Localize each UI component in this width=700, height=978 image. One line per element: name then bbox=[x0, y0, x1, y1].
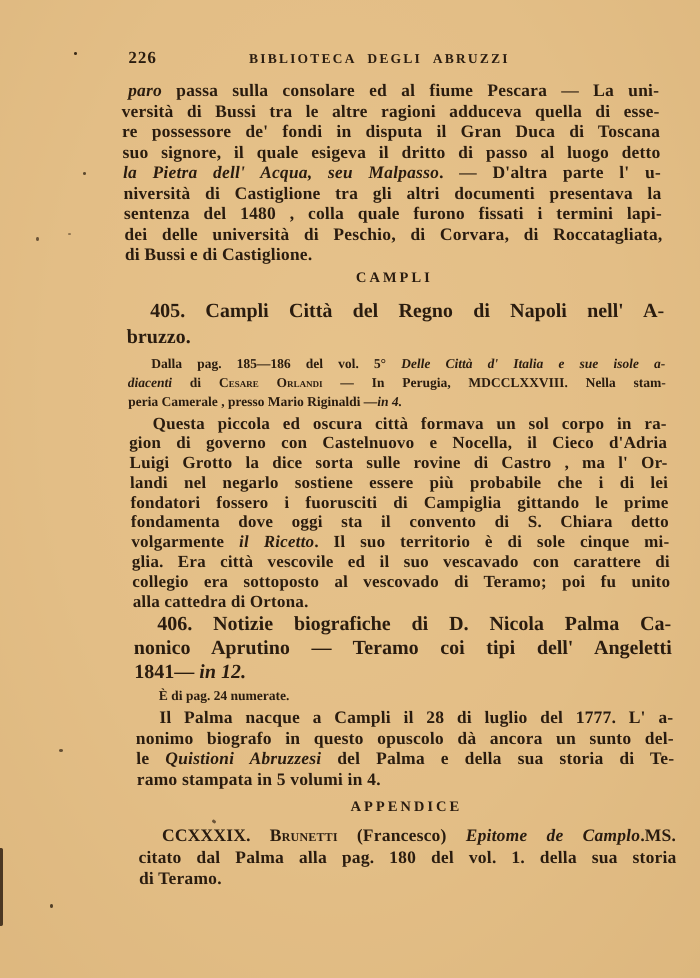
text-line: Luigi Grotto la dice sorta sulle rovine di Castro , ma l' Or- bbox=[129, 453, 668, 473]
text-line: 406. Notizie biografiche di D. Nicola Palma Ca- bbox=[156, 613, 672, 636]
text-line: fondatori fossero i fuorusciti di Campiglia gittando le prime bbox=[130, 492, 669, 512]
text-line: CCXXXIX. Brunetti (Francesco) Epitome de Camplo.MS. bbox=[161, 825, 677, 846]
text-line: 405. Campli Città del Regno di Napoli nell' A- bbox=[149, 299, 665, 322]
text-line: gion di governo con Castelnuovo e Nocella, il Cieco d'Adria bbox=[128, 433, 668, 453]
text-line: peria Camerale , presso Mario Riginaldi —in 4. bbox=[127, 393, 403, 409]
text-line: nonimo biografo in questo opuscolo dà ancora un sunto del- bbox=[135, 727, 675, 748]
page-header bbox=[120, 48, 658, 68]
text-line: niversità di Castiglione tra gli altri documenti presentava la bbox=[123, 182, 662, 203]
text-line: citato dal Palma alla pag. 180 del vol. 1. della sua storia bbox=[138, 846, 677, 867]
page-number: 226 bbox=[128, 48, 158, 67]
running-header: BIBLIOTECA DEGLI ABRUZZI bbox=[248, 51, 510, 66]
text-line: suo signore, il quale esigeva il dritto di passo al luogo detto bbox=[122, 141, 661, 162]
text-line: È di pag. 24 numerate. bbox=[158, 688, 290, 704]
text-line: fondamenta dove oggi sta il convento di S. Chiara detto bbox=[130, 512, 670, 532]
section-heading-campli: CAMPLI bbox=[355, 269, 433, 286]
text-line: le Quistioni Abruzzesi del Palma e della sua storia di Te- bbox=[136, 748, 675, 769]
scan-edge-shadow bbox=[0, 848, 3, 926]
entry-405-imprint bbox=[127, 354, 666, 411]
text-line: Questa piccola ed oscura città formava un sol corpo in ra- bbox=[152, 413, 667, 433]
entry-406-collation bbox=[135, 686, 673, 705]
text-line: glia. Era città vescovile ed il suo vescavado con carattere di bbox=[131, 552, 671, 572]
text-line: 1841— in 12. bbox=[134, 661, 247, 684]
paper-speck bbox=[59, 749, 63, 752]
text-line: di Teramo. bbox=[138, 868, 222, 889]
intro-paragraph bbox=[121, 80, 663, 265]
text-line: versità di Bussi tra le altre ragioni adduceva quella di esse- bbox=[121, 100, 660, 121]
text-line: ramo stampata in 5 volumi in 4. bbox=[136, 768, 381, 789]
text-line: bruzzo. bbox=[126, 325, 191, 348]
text-line: nonico Aprutino — Teramo coi tipi dell' Angeletti bbox=[133, 637, 673, 660]
text-line: sentenza del 1480 , colla quale furono fissati i termini lapi- bbox=[123, 203, 663, 223]
entry-406-title bbox=[133, 612, 673, 684]
text-line: diacenti di Cesare Orlandi — In Perugia, MDCCLXXVIII. Nella stam- bbox=[127, 374, 666, 390]
page-content bbox=[120, 42, 677, 890]
paper-speck bbox=[83, 172, 86, 175]
paper-speck bbox=[68, 233, 71, 235]
text-line: la Pietra dell' Acqua, seu Malpasso. — D'altra parte l' u- bbox=[122, 162, 662, 182]
text-line: Il Palma nacque a Campli il 28 di luglio del 1777. L' a- bbox=[159, 707, 674, 728]
text-line: Dalla pag. 185—186 del vol. 5° Delle Città d' Italia e sue isole a- bbox=[151, 355, 666, 371]
paper-speck bbox=[74, 52, 77, 55]
paper-speck bbox=[50, 904, 53, 908]
text-line: collegio era sottoposto al vescovado di Teramo; poi fu unito bbox=[132, 571, 671, 591]
text-line: landi nel negarlo sostiene essere più probabile che i di lei bbox=[129, 472, 669, 492]
entry-406-body bbox=[135, 707, 675, 789]
entry-405-title bbox=[126, 298, 665, 350]
section-heading-appendice: APPENDICE bbox=[350, 799, 463, 816]
text-line: paro passa sulla consolare ed al fiume Pescara — La uni- bbox=[127, 80, 660, 100]
paper-speck bbox=[36, 237, 39, 241]
text-line: di Bussi e di Castiglione. bbox=[124, 244, 313, 264]
entry-405-body bbox=[128, 414, 670, 612]
text-line: re possessore de' fondi in disputa il Gran Duca di Toscana bbox=[121, 121, 661, 141]
text-line: alla cattedra di Ortona. bbox=[132, 591, 309, 611]
text-line: dei delle università di Peschio, di Corvara, di Roccatagliata, bbox=[124, 223, 663, 244]
appendix-entry bbox=[138, 825, 677, 890]
text-line: volgarmente il Ricetto. Il suo territorio è di sole cinque mi- bbox=[131, 532, 670, 552]
